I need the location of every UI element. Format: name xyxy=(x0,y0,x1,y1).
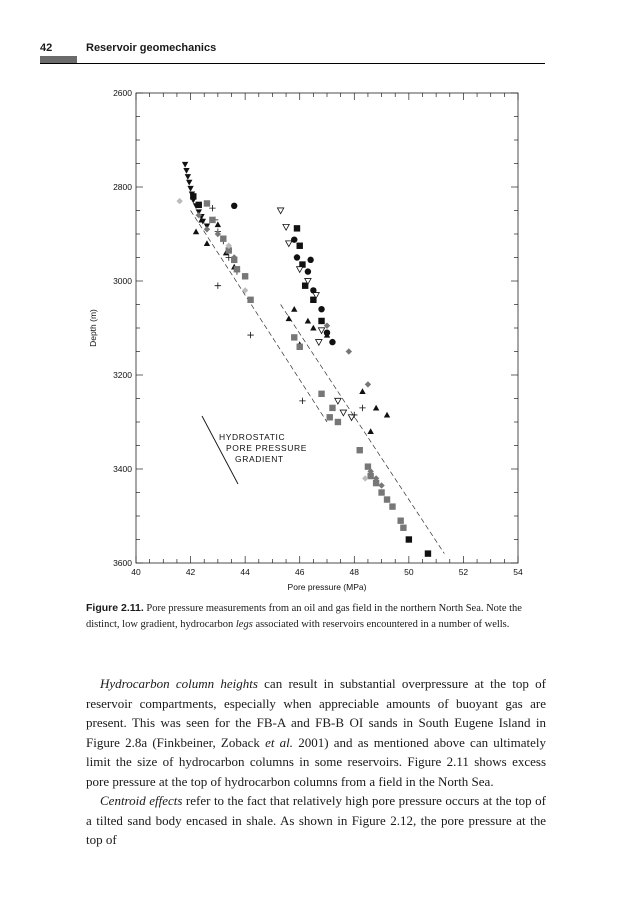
caption-label: Figure 2.11. xyxy=(86,602,144,614)
gray-square-point xyxy=(297,344,303,350)
p1-text-2: 2001) and as mentioned above can ultimately limit the size of hydrocarbon columns in some reservoirs. Figure 2.11 shows excess pore pressure at the top of hydrocarbon columns from a field in the North Sea. xyxy=(86,734,546,789)
filled-triangle-down-point xyxy=(182,162,188,168)
open-triangle-down-point xyxy=(348,415,354,421)
x-tick-label: 50 xyxy=(404,567,414,577)
running-title: Reservoir geomechanics xyxy=(86,42,217,54)
filled-square-1-point xyxy=(294,225,300,231)
hydrostat-1-line xyxy=(191,211,327,423)
page-number: 42 xyxy=(40,42,53,54)
p1-text: can result in substantial overpressure at the top of reservoir compartments, especially when appreciable amounts of buoyant gas are present. This was seen for the FB-A and FB-B OI sands in South Eugene Island in Figure 2.8a (Finkbeiner, Zoback xyxy=(86,676,546,750)
y-tick-label: 2600 xyxy=(113,88,132,98)
light-gray-diamond-point xyxy=(242,287,248,293)
gray-square-point xyxy=(291,334,297,340)
p2-term: Centroid effects xyxy=(100,793,183,808)
plus-point xyxy=(359,405,365,411)
filled-triangle-up-point xyxy=(367,428,373,434)
filled-triangle-up-point xyxy=(291,306,297,312)
filled-square-1-point xyxy=(190,193,196,199)
paragraph-1 xyxy=(86,674,546,791)
filled-triangle-down-point xyxy=(183,168,189,174)
y-tick-label: 3000 xyxy=(113,276,132,286)
caption-text-b: associated with reservoirs encountered in a number of wells. xyxy=(252,619,510,630)
plus-point xyxy=(209,205,215,211)
caption-text-em: legs xyxy=(235,619,253,630)
y-axis-label: Depth (m) xyxy=(88,309,98,347)
filled-triangle-up-point xyxy=(193,228,199,234)
gray-square-point xyxy=(329,405,335,411)
x-axis-label: Pore pressure (MPa) xyxy=(287,582,367,592)
filled-triangle-down-point xyxy=(186,180,192,186)
filled-triangle-up-point xyxy=(286,315,292,321)
open-triangle-down-point xyxy=(340,410,346,416)
gray-square-point xyxy=(327,414,333,420)
filled-circle-point xyxy=(329,339,335,345)
filled-circle-point xyxy=(324,330,330,336)
p2-text: refer to the fact that relatively high pore pressure occurs at the top of a tilted sand body encased in shale. As shown in Figure 2.12, the pore pressure at the top of xyxy=(86,793,546,847)
gray-square-point xyxy=(389,503,395,509)
open-triangle-down-point xyxy=(297,267,303,273)
x-tick-label: 54 xyxy=(513,567,523,577)
gray-square-point xyxy=(397,518,403,524)
gray-square-point xyxy=(400,525,406,531)
paragraph-2 xyxy=(86,791,546,850)
x-tick-label: 42 xyxy=(185,567,196,577)
plus-point xyxy=(215,283,221,289)
gray-square-point xyxy=(204,200,210,206)
gray-diamond-point xyxy=(346,348,352,354)
annotation-line: HYDROSTATIC xyxy=(219,432,286,442)
filled-triangle-up-point xyxy=(204,240,210,246)
open-triangle-down-point xyxy=(335,398,341,404)
filled-triangle-up-point xyxy=(384,412,390,418)
filled-triangle-down-point xyxy=(185,174,191,180)
gray-square-point xyxy=(335,419,341,425)
p1-term: Hydrocarbon column heights xyxy=(100,676,258,691)
filled-square-1-point xyxy=(425,550,431,556)
plus-point xyxy=(247,332,253,338)
filled-triangle-up-point xyxy=(305,318,311,324)
x-tick-label: 52 xyxy=(458,567,469,577)
body-text xyxy=(86,674,546,850)
gray-square-point xyxy=(378,489,384,495)
y-tick-label: 3600 xyxy=(113,558,132,568)
hydrostat-2-line xyxy=(281,305,445,554)
gray-square-point xyxy=(247,297,253,303)
open-triangle-down-point xyxy=(277,208,283,214)
y-tick-label: 2800 xyxy=(113,182,132,192)
gray-diamond-point xyxy=(378,482,384,488)
caption-text-a: Pore pressure measurements from an oil and gas field in the northern North Sea. Note the distinct, low gradient, hydrocarbon xyxy=(86,603,522,630)
filled-triangle-up-point xyxy=(310,325,316,331)
annotation-line: GRADIENT xyxy=(235,454,284,464)
gray-square-point xyxy=(318,391,324,397)
filled-square-1-point xyxy=(318,318,324,324)
x-tick-label: 40 xyxy=(131,567,141,577)
x-tick-label: 48 xyxy=(349,567,360,577)
filled-circle-point xyxy=(294,254,300,260)
y-tick-label: 3400 xyxy=(113,464,132,474)
gray-square-point xyxy=(384,496,390,502)
filled-circle-point xyxy=(231,203,237,209)
plus-point xyxy=(299,398,305,404)
p1-etal: et al. xyxy=(265,734,294,750)
open-triangle-down-point xyxy=(318,328,324,334)
open-triangle-down-point xyxy=(286,241,292,247)
filled-square-1-point xyxy=(406,536,412,542)
filled-triangle-down-point xyxy=(187,186,193,192)
filled-triangle-up-point xyxy=(359,388,365,394)
gray-square-point xyxy=(234,266,240,272)
x-tick-label: 46 xyxy=(294,567,305,577)
filled-square-1-point xyxy=(297,243,303,249)
light-gray-diamond-point xyxy=(176,198,182,204)
filled-circle-point xyxy=(305,268,311,274)
annotation-line: PORE PRESSURE xyxy=(226,443,308,453)
x-tick-label: 44 xyxy=(240,567,250,577)
y-tick-label: 3200 xyxy=(113,370,132,380)
filled-circle-point xyxy=(318,306,324,312)
filled-triangle-up-point xyxy=(373,405,379,411)
open-triangle-down-point xyxy=(316,340,322,346)
filled-square-1-point xyxy=(196,202,202,208)
gray-diamond-point xyxy=(365,381,371,387)
filled-circle-point xyxy=(291,236,297,242)
filled-circle-point xyxy=(307,257,313,263)
filled-triangle-up-point xyxy=(215,221,221,227)
open-triangle-down-point xyxy=(283,224,289,230)
gray-square-point xyxy=(357,447,363,453)
gray-square-point xyxy=(242,273,248,279)
gray-square-point xyxy=(220,236,226,242)
gray-square-point xyxy=(209,217,215,223)
gray-diamond-point xyxy=(204,226,210,232)
figure-caption xyxy=(86,600,546,633)
light-gray-diamond-point xyxy=(362,475,368,481)
